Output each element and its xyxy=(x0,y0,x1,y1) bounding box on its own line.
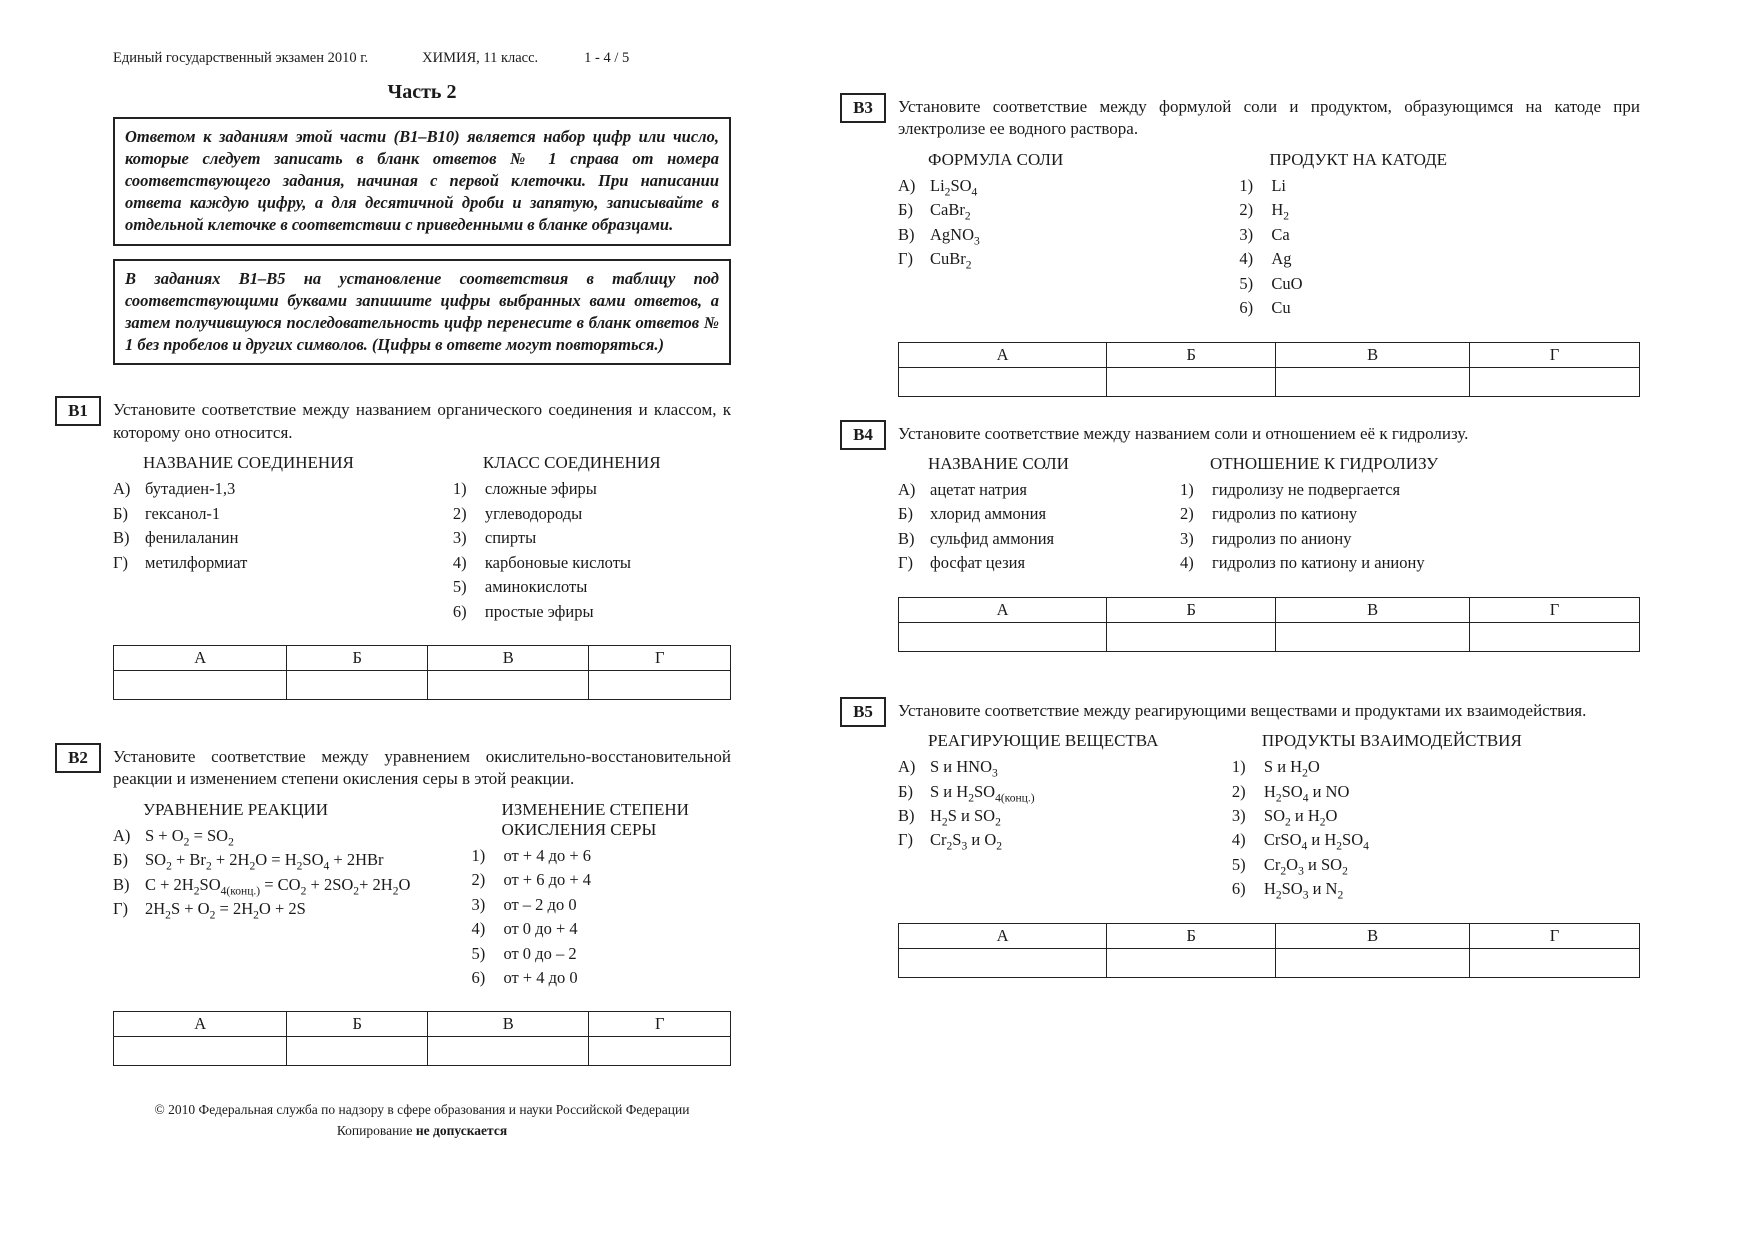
answer-header-cell: Б xyxy=(1107,597,1276,622)
answer-header-cell: Б xyxy=(287,645,428,670)
match-item: В) сульфид аммония xyxy=(898,528,1055,548)
answer-header-cell: Г xyxy=(589,1012,731,1037)
match-item: А) $Li_2SO_4$ xyxy=(898,175,978,199)
task-b3-prompt: Установите соответствие между формулой соли и продуктом, образующимся на катоде при электролизе ее водного раствора. xyxy=(898,97,1640,139)
instruction-box-1: Ответом к заданиям этой части (В1–В10) является набор цифр или число, которые следует записать в бланк ответов № 1 справа от номера соответствующего задания, начиная с первой клеточки. При написании ответа каждую цифру, а для десятичной дроби и запятую, записывайте в отдельной клеточке в соответствии с приведенными в бланке образцами. xyxy=(113,117,731,246)
task-b4-label: В4 xyxy=(840,420,886,450)
answer-input-cell xyxy=(589,1037,731,1066)
match-option: 3) Ca xyxy=(1239,224,1290,244)
task-b4-right-header: ОТНОШЕНИЕ К ГИДРОЛИЗУ xyxy=(1209,453,1439,473)
answer-header-cell: А xyxy=(114,1012,287,1037)
answer-input-cell xyxy=(1276,948,1470,977)
answer-header-cell: А xyxy=(899,342,1107,367)
task-b2-prompt: Установите соответствие между уравнением окислительно-восстановительной реакции и изменением степени окисления серы в этой реакции. xyxy=(113,746,731,789)
match-item: В) фенилаланин xyxy=(113,528,239,548)
task-b5-prompt: Установите соответствие между реагирующими веществами и продуктами их взаимодействия. xyxy=(898,700,1587,720)
match-option: 3) гидролиз по аниону xyxy=(1179,528,1352,548)
match-item: В) AgNO$_3$ xyxy=(898,224,980,248)
answer-input-cell xyxy=(287,670,428,699)
match-option: 4) от 0 до + 4 xyxy=(471,919,578,939)
header-exam-title: Единый государственный экзамен 2010 г. xyxy=(113,50,369,66)
task-b3-label: В3 xyxy=(840,93,886,123)
answer-input-cell xyxy=(1469,367,1639,396)
answer-input-cell xyxy=(287,1037,428,1066)
answer-header-cell: В xyxy=(428,645,589,670)
answer-header-cell: Б xyxy=(1107,923,1276,948)
match-option: 5) CuO xyxy=(1239,273,1303,293)
match-option: 1) Li xyxy=(1239,175,1286,195)
match-option: 5) от 0 до – 2 xyxy=(471,943,577,963)
answer-header-cell: Г xyxy=(589,645,731,670)
answer-input-cell xyxy=(114,1037,287,1066)
match-item: Г) фосфат цезия xyxy=(898,553,1026,573)
answer-header-cell: Г xyxy=(1469,923,1639,948)
match-item: А) $S + O_2 = SO_2$ xyxy=(113,825,234,849)
header-subject: ХИМИЯ, 11 класс. xyxy=(422,50,539,66)
match-option: 6) Cu xyxy=(1239,298,1291,318)
answer-header-cell: Б xyxy=(287,1012,428,1037)
match-option: 2) $H_2SO_4$ и NO xyxy=(1231,781,1350,804)
match-item: В) $C + 2H_2SO_{4(конц.)} = CO_2 + 2SO_2+ 2H_2O$ xyxy=(113,874,411,897)
match-option: 4) гидролиз по катиону и аниону xyxy=(1179,553,1425,573)
footer-copyright: © 2010 Федеральная служба по надзору в сфере образования и науки Российской Федерации xyxy=(154,1102,690,1118)
task-b2-label: В2 xyxy=(55,743,101,773)
task-b1-prompt: Установите соответствие между названием органического соединения и классом, к которому оно относится. xyxy=(113,400,731,442)
match-option: 6) от + 4 до 0 xyxy=(471,968,578,987)
match-option: 2) гидролиз по катиону xyxy=(1179,504,1358,524)
answer-header-cell: Б xyxy=(1107,342,1276,367)
answer-input-cell xyxy=(899,622,1107,651)
task-b4-prompt: Установите соответствие между названием соли и отношением её к гидролизу. xyxy=(898,423,1469,443)
answer-input-cell xyxy=(114,670,287,699)
match-item: Б) $SO_2 + Br_2 + 2H_2O = H_2SO_4 + 2HBr$ xyxy=(113,850,384,873)
task-b5-left-header: РЕАГИРУЮЩИЕ ВЕЩЕСТВА xyxy=(928,731,1159,751)
answer-input-cell xyxy=(1469,622,1639,651)
task-b1 xyxy=(68,399,731,700)
answer-input-cell xyxy=(1107,948,1276,977)
footer-copy-notice: Копирование не допускается xyxy=(336,1122,508,1138)
match-option: 6) $H_2SO_3$ и $N_2$ xyxy=(1231,879,1344,902)
match-option: 1) гидролизу не подвергается xyxy=(1179,479,1401,499)
answer-input-cell xyxy=(589,670,731,699)
match-item: В) $H_2S$ и $SO_2$ xyxy=(898,806,1001,829)
answer-input-cell xyxy=(1469,948,1639,977)
answer-header-cell: В xyxy=(1276,923,1470,948)
task-b4 xyxy=(853,423,1640,652)
match-item: Г) $Cr_2S_3$ и $O_2$ xyxy=(898,830,1003,853)
part-title: Часть 2 xyxy=(387,81,457,103)
header-page-number: 1 - 4 / 5 xyxy=(584,50,630,66)
answer-table-b4 xyxy=(898,597,1640,652)
match-item: А) бутадиен-1,3 xyxy=(113,479,236,499)
match-option: 4) Ag xyxy=(1239,249,1292,269)
page-header xyxy=(113,50,731,67)
answer-input-cell xyxy=(1276,367,1470,396)
page-footer xyxy=(113,1100,731,1141)
task-b3-left-header: ФОРМУЛА СОЛИ xyxy=(928,149,1064,169)
task-b2-left-header: УРАВНЕНИЕ РЕАКЦИИ xyxy=(143,799,329,819)
match-option: 4) карбоновые кислоты xyxy=(452,552,632,572)
match-option: 5) аминокислоты xyxy=(452,577,588,597)
answer-input-cell xyxy=(1107,367,1276,396)
match-option: 1) от + 4 до + 6 xyxy=(471,845,592,865)
match-option: 6) простые эфиры xyxy=(452,601,594,621)
match-item: А) S и $HNO_3$ xyxy=(898,757,998,780)
match-option: 4) CrSO$_4$ и $H_2SO_4$ xyxy=(1231,830,1369,853)
answer-header-cell: В xyxy=(1276,597,1470,622)
match-item: Г) метилформиат xyxy=(113,552,248,572)
match-item: Б) хлорид аммония xyxy=(898,504,1047,524)
match-item: Б) S и $H_2SO_{4(конц.)}$ xyxy=(898,781,1035,804)
answer-header-cell: Г xyxy=(1469,597,1639,622)
answer-header-cell: А xyxy=(899,923,1107,948)
instruction-box-2: В заданиях В1–В5 на установление соответствия в таблицу под соответствующими буквами запишите цифры выбранных вами ответов, а затем получившуюся последовательность цифр перенесите в бланк ответов № 1 без пробелов и других символов. (Цифры в ответе могут повторяться.) xyxy=(113,259,731,366)
task-b1-left-header: НАЗВАНИЕ СОЕДИНЕНИЯ xyxy=(143,453,354,473)
task-b5 xyxy=(853,700,1640,978)
answer-table-b1 xyxy=(113,645,731,700)
match-item: А) ацетат натрия xyxy=(898,479,1027,499)
answer-input-cell xyxy=(899,948,1107,977)
match-option: 1) S и $H_2O$ xyxy=(1231,757,1320,780)
task-b5-right-header: ПРОДУКТЫ ВЗАИМОДЕЙСТВИЯ xyxy=(1261,731,1522,751)
match-option: 5) $Cr_2O_3$ и $SO_2$ xyxy=(1231,854,1348,878)
match-option: 3) $SO_2$ и $H_2O$ xyxy=(1231,806,1338,829)
answer-header-cell: А xyxy=(899,597,1107,622)
task-b2 xyxy=(68,746,731,1067)
answer-input-cell xyxy=(1107,622,1276,651)
task-b1-label: В1 xyxy=(55,396,101,426)
task-b3 xyxy=(853,96,1640,397)
match-item: Г) $2H_2S + O_2 = 2H_2O + 2S$ xyxy=(113,899,306,922)
answer-table-b2 xyxy=(113,1011,731,1066)
match-option: 1) сложные эфиры xyxy=(452,479,597,499)
task-b5-label: В5 xyxy=(840,697,886,727)
answer-header-cell: В xyxy=(1276,342,1470,367)
match-item: Б) гексанол-1 xyxy=(113,503,221,523)
match-option: 2) углеводороды xyxy=(452,503,583,523)
answer-header-cell: В xyxy=(428,1012,589,1037)
answer-input-cell xyxy=(428,670,589,699)
answer-input-cell xyxy=(1276,622,1470,651)
match-item: Г) CuBr$_2$ xyxy=(898,249,972,272)
answer-input-cell xyxy=(899,367,1107,396)
answer-table-b5 xyxy=(898,923,1640,978)
answer-table-b3 xyxy=(898,342,1640,397)
task-b1-right-header: КЛАСС СОЕДИНЕНИЯ xyxy=(482,453,661,473)
task-b3-right-header: ПРОДУКТ НА КАТОДЕ xyxy=(1269,149,1447,169)
match-option: 3) от – 2 до 0 xyxy=(471,894,577,914)
match-item: Б) CaBr$_2$ xyxy=(898,200,971,223)
task-b2-right-header: ИЗМЕНЕНИЕ СТЕПЕНИ ОКИСЛЕНИЯ СЕРЫ xyxy=(501,799,689,839)
match-option: 2) от + 6 до + 4 xyxy=(471,870,592,890)
answer-header-cell: А xyxy=(114,645,287,670)
answer-header-cell: Г xyxy=(1469,342,1639,367)
match-option: 2) $H_2$ xyxy=(1239,200,1290,223)
match-option: 3) спирты xyxy=(452,528,537,548)
answer-input-cell xyxy=(428,1037,589,1066)
task-b4-left-header: НАЗВАНИЕ СОЛИ xyxy=(928,453,1069,473)
